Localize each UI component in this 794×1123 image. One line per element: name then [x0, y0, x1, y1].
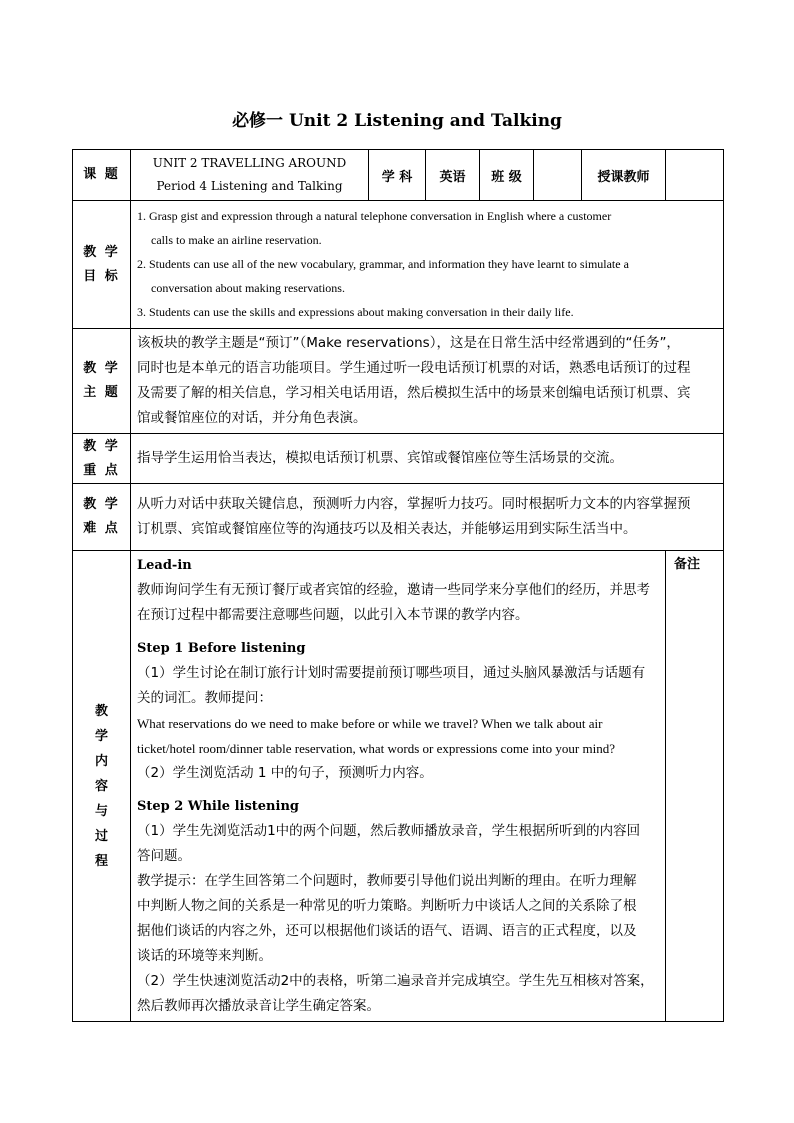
step1-text: 关的词汇。教师提问： [137, 690, 272, 706]
process-row [73, 551, 724, 1022]
goals-label [73, 201, 131, 329]
process-label-char: 容 [94, 778, 108, 794]
theme-line: 馆或餐馆座位的对话，并分角色表演。 [137, 410, 367, 426]
step1-text: （1）学生讨论在制订旅行计划时需要提前预订哪些项目，通过头脑风暴激活与话题有 [137, 665, 646, 681]
goal-item-1: 1. Grasp gist and expression through a natural telephone conversation in English where a customer [137, 209, 612, 223]
header-row [73, 150, 724, 201]
teacher-label: 授课教师 [582, 150, 666, 201]
unit-title: UNIT 2 TRAVELLING AROUND [152, 156, 347, 170]
process-label-char: 学 [94, 728, 108, 744]
focus-text: 指导学生运用恰当表达，模拟电话预订机票、宾馆或餐馆座位等生活场景的交流。 [137, 450, 623, 466]
subject-label: 学 科 [369, 150, 426, 201]
focus-label-line2: 重 点 [83, 462, 120, 478]
class-value [534, 150, 582, 201]
process-label-char: 过 [94, 828, 108, 844]
lesson-plan-table [72, 149, 724, 1022]
step2-text: 教学提示：在学生回答第二个问题时，教师要引导他们说出判断的理由。在听力理解 [137, 873, 637, 889]
step2-text: 然后教师再次播放录音让学生确定答案。 [137, 998, 380, 1014]
theme-label-line1: 教 学 [83, 361, 120, 376]
process-label-char: 内 [94, 753, 108, 769]
goal-item-2-cont: conversation about making reservations. [151, 281, 345, 295]
step1-heading: Step 1 Before listening [137, 641, 306, 656]
period-title: Period 4 Listening and Talking [156, 179, 343, 193]
step1-question: What reservations do we need to make before or while we travel? When we talk about air [137, 716, 603, 731]
goals-label-line1: 教 学 [83, 244, 120, 260]
theme-label-line2: 主 题 [83, 385, 120, 400]
notes-column [666, 551, 724, 1022]
difficulty-label-line2: 难 点 [83, 521, 120, 536]
step2-text: 答问题。 [137, 848, 191, 864]
process-label-char: 程 [94, 853, 108, 869]
step2-text: 中判断人物之间的关系是一种常见的听力策略。判断听力中谈话人之间的关系除了根 [137, 898, 637, 914]
step2-text: （2）学生快速浏览活动2中的表格，听第二遍录音并完成填空。学生先互相核对答案， [137, 973, 654, 989]
theme-line: 及需要了解的相关信息，学习相关电话用语，然后模拟生活中的场景来创编电话预订机票、宾 [137, 385, 691, 401]
focus-content [131, 434, 724, 484]
goal-item-3: 3. Students can use the skills and expressions about making conversation in their daily life. [137, 305, 574, 319]
theme-content [131, 329, 724, 434]
focus-row [73, 434, 724, 484]
theme-line: 同时也是本单元的语言功能项目。学生通过听一段电话预订机票的对话，熟悉电话预订的过程 [137, 360, 691, 376]
focus-label [73, 434, 131, 484]
page-title: 必修一 Unit 2 Listening and Talking [232, 111, 562, 131]
difficulty-label-line1: 教 学 [83, 497, 120, 512]
step2-text: 谈话的环境等来判断。 [137, 948, 272, 964]
focus-label-line1: 教 学 [83, 438, 120, 454]
step2-text: 据他们谈话的内容之外，还可以根据他们谈话的语气、语调、语言的正式程度，以及 [137, 923, 637, 939]
theme-label [73, 329, 131, 434]
subject-value: 英语 [426, 150, 480, 201]
teacher-value [666, 150, 724, 201]
leadin-text: 教师询问学生有无预订餐厅或者宾馆的经验，邀请一些同学来分享他们的经历，并思考 [137, 582, 650, 598]
goals-label-line2: 目 标 [83, 268, 120, 284]
difficulty-content [131, 484, 724, 551]
leadin-text: 在预订过程中都需要注意哪些问题，以此引入本节课的教学内容。 [137, 607, 529, 623]
goals-content [131, 201, 724, 329]
class-label: 班 级 [480, 150, 534, 201]
difficulty-line: 从听力对话中获取关键信息，预测听力内容，掌握听力技巧。同时根据听力文本的内容掌握预 [137, 496, 691, 512]
difficulty-label [73, 484, 131, 551]
topic-label: 课 题 [73, 150, 131, 201]
goals-row [73, 201, 724, 329]
step1-question: ticket/hotel room/dinner table reservation, what words or expressions come into your mind? [137, 741, 615, 756]
process-label-char: 与 [94, 803, 108, 819]
unit-cell [131, 150, 369, 201]
step2-heading: Step 2 While listening [137, 799, 299, 814]
difficulty-row [73, 484, 724, 551]
goal-item-1-cont: calls to make an airline reservation. [151, 233, 322, 247]
goal-item-2: 2. Students can use all of the new vocabulary, grammar, and information they have learnt to simulate a [137, 257, 629, 271]
process-label [73, 551, 131, 1022]
leadin-heading: Lead-in [137, 558, 192, 573]
notes-label: 备注 [674, 557, 701, 572]
process-label-char: 教 [94, 703, 108, 719]
difficulty-line: 订机票、宾馆或餐馆座位等的沟通技巧以及相关表达，并能够运用到实际生活当中。 [137, 521, 637, 537]
process-content [131, 551, 666, 1022]
theme-line: 该板块的教学主题是“预订”（Make reservations），这是在日常生活中经常遇到的“任务”， [137, 335, 680, 351]
theme-row [73, 329, 724, 434]
step2-text: （1）学生先浏览活动1中的两个问题，然后教师播放录音，学生根据所听到的内容回 [137, 823, 641, 839]
step1-text: （2）学生浏览活动 1 中的句子，预测听力内容。 [137, 765, 433, 781]
